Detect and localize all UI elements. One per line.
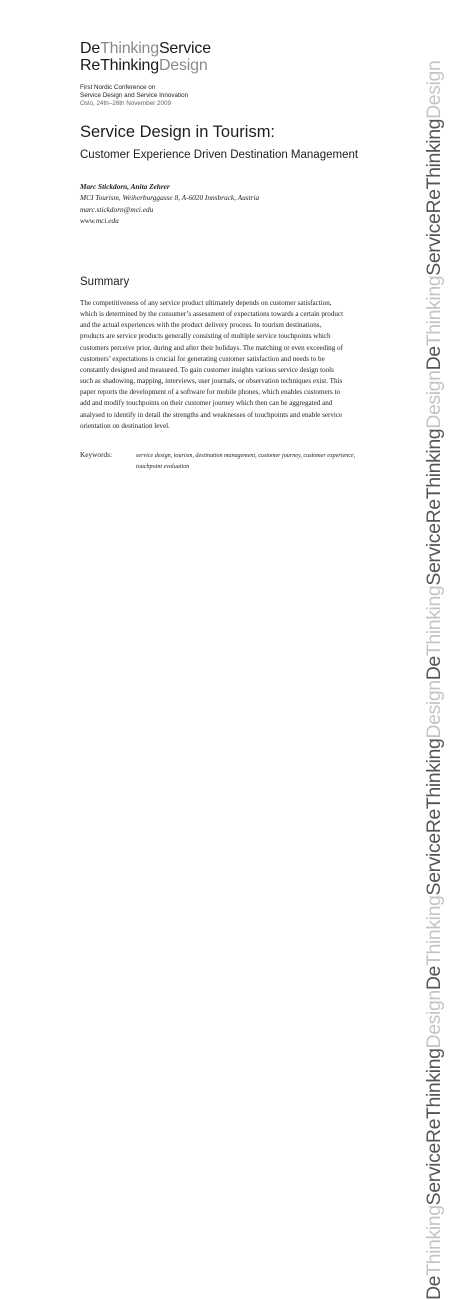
side-pattern-segment: Thinking: [423, 275, 445, 347]
keywords-list: [136, 451, 355, 473]
website: www.mci.edu: [80, 215, 119, 225]
side-pattern-segment: Thinking: [423, 585, 445, 657]
conference-date: Oslo, 24th–26th November 2009: [80, 100, 172, 108]
side-pattern-segment: Thinking: [423, 118, 445, 190]
side-pattern-segment: Re: [423, 809, 445, 834]
conference-logo: [80, 40, 211, 74]
summary-line: which is determined by the consumer’s assessment of expectations towards a certain product: [80, 310, 344, 319]
side-pattern-segment: De: [423, 1275, 445, 1300]
affiliation: MCI Tourism, Weiherburggasse 8, A-6020 Innsbruck, Austria: [80, 193, 260, 203]
summary-line: orientation on destination level.: [80, 421, 170, 430]
summary-line: add and modify touchpoints on their customer journey which then can be aggregated and: [80, 399, 333, 408]
side-pattern-segment: Design: [423, 370, 445, 429]
summary-heading: Summary: [80, 276, 130, 288]
side-pattern-segment: Thinking: [423, 738, 445, 810]
logo-line-2: ReThinkingDesign: [80, 57, 208, 74]
author-block: [80, 181, 259, 226]
side-pattern-segment: Service: [423, 523, 445, 586]
summary-line: paper reports the development of a software for mobile phones, which enables customers to: [80, 388, 341, 397]
conference-name-line-2: Service Design and Service Innovation: [80, 92, 189, 100]
side-pattern-segment: Re: [423, 1118, 445, 1144]
summary-line: products are service products generally consisting of multiple service touchpoints which: [80, 332, 331, 341]
side-pattern-segment: Re: [423, 499, 445, 524]
summary-line: constantly designed and measured. To gain customer insights various service design tools: [80, 365, 334, 374]
side-pattern-segment: Design: [423, 60, 445, 119]
side-pattern-segment: Service: [423, 213, 445, 276]
author-names: Marc Stickdorn, Anita Zehrer: [80, 182, 170, 191]
side-pattern-segment: De: [423, 966, 445, 991]
keywords-label: Keywords:: [80, 450, 113, 459]
summary-line: customers perceive prior, during and after their holidays. The matching or even exceeding of: [80, 343, 343, 352]
paper-title: Service Design in Tourism:: [80, 123, 276, 141]
summary-text: [80, 298, 400, 432]
summary-line: The competitiveness of any service product ultimately depends on customer satisfaction,: [80, 299, 332, 307]
side-pattern-segment: Design: [423, 680, 445, 739]
summary-line: and the actual experiences with the product delivery process. In tourism destinations,: [80, 321, 322, 330]
conference-info: [80, 84, 188, 109]
summary-line: such as shadowing, mapping, interviews, user journals, or observation techniques exist. This: [80, 377, 343, 386]
side-pattern-segment: Service: [423, 833, 445, 896]
side-pattern-text: [424, 61, 444, 1300]
paper-subtitle: Customer Experience Driven Destination Management: [80, 149, 359, 161]
email-address: marc.stickdorn@mci.edu: [80, 204, 154, 214]
keywords-line-1: service design, tourism, destination management, customer journey, customer experience,: [136, 453, 356, 459]
conference-name-line-1: First Nordic Conference on: [80, 84, 156, 91]
logo-line-1: DeThinkingService: [80, 40, 211, 57]
side-pattern-segment: Thinking: [423, 895, 445, 966]
side-pattern-segment: De: [423, 656, 445, 681]
keywords-line-2: touchpoint evaluation: [136, 464, 190, 470]
summary-line: customers’ expectations is crucial for generating customer satisfaction and needs to be: [80, 354, 325, 363]
side-decorative-pattern: [421, 60, 447, 1300]
side-pattern-segment: Service: [423, 1143, 445, 1206]
side-pattern-segment: De: [423, 346, 445, 371]
summary-line: analysed to identify in detail the strengths and weaknesses of touchpoints and enable service: [80, 410, 343, 419]
side-pattern-segment: Thinking: [423, 1048, 445, 1119]
side-pattern-segment: Thinking: [423, 1205, 445, 1276]
side-pattern-segment: Design: [423, 990, 445, 1049]
side-pattern-segment: Re: [423, 189, 445, 214]
side-pattern-segment: Thinking: [423, 428, 445, 500]
